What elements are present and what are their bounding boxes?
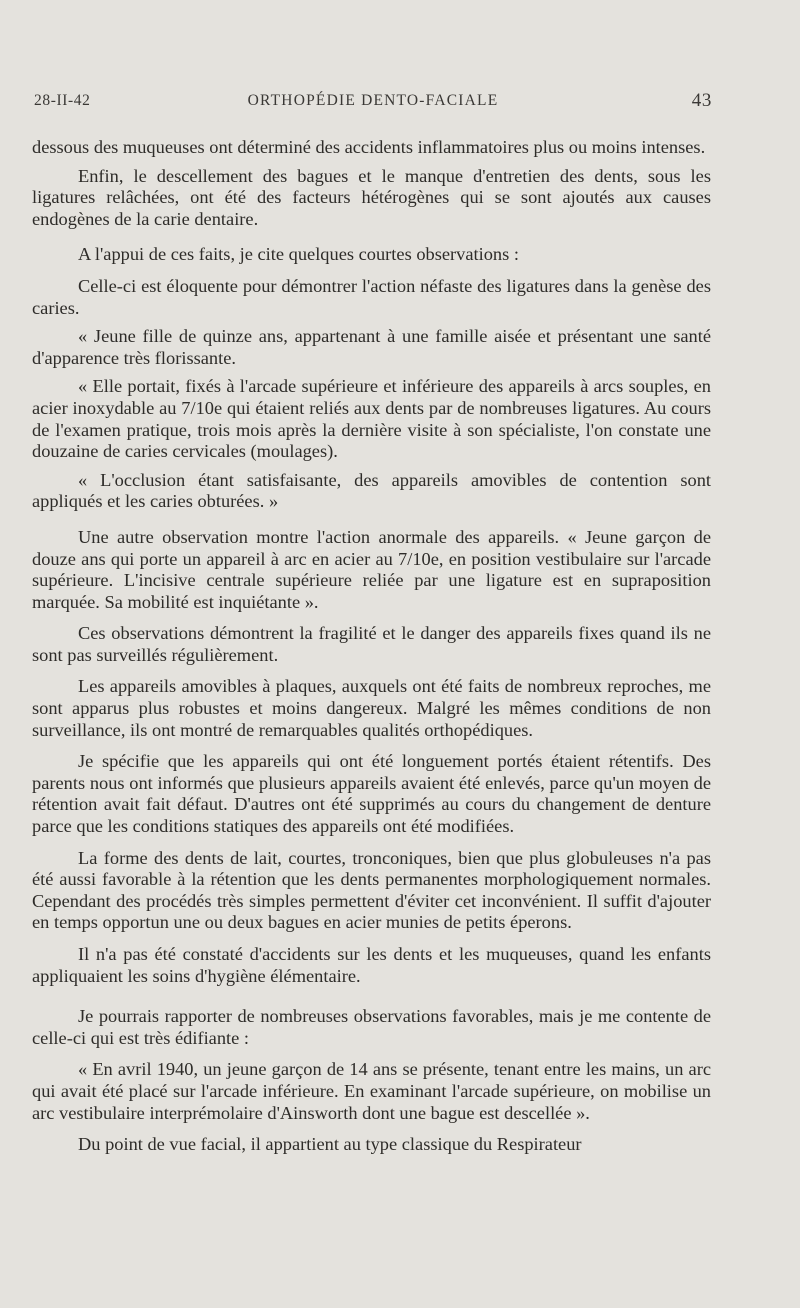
header-date: 28-II-42 (34, 92, 91, 109)
paragraph: « En avril 1940, un jeune garçon de 14 ans se présente, tenant entre les mains, un arc qui avait été placé sur l'arcade inférieure. En examinant l'arcade supérieure, on mobilise un arc vestibulaire interprémolaire d'Ainsworth dont une bague est descellée ». (32, 1059, 711, 1123)
running-title: ORTHOPÉDIE DENTO-FACIALE (247, 92, 499, 109)
paragraph: Celle-ci est éloquente pour démontrer l'action néfaste des ligatures dans la genèse des caries. (32, 275, 711, 318)
body-text (32, 137, 711, 1156)
paragraph: Une autre observation montre l'action anormale des appareils. « Jeune garçon de douze ans qui porte un appareil à arc en acier au 7/10e, en position vestibulaire sur l'arcade supérieure. L'incisive centrale supérieure reliée par une ligature est en supraposition marquée. Sa mobilité est inquiétante ». (32, 526, 711, 612)
paragraph: A l'appui de ces faits, je cite quelques courtes observations : (78, 244, 519, 265)
paragraph: Du point de vue facial, il appartient au type classique du Respirateur (78, 1134, 582, 1155)
paragraph: « L'occlusion étant satisfaisante, des appareils amovibles de contention sont appliqués et les caries obturées. » (32, 469, 711, 512)
page-number: 43 (691, 90, 712, 111)
paragraph: La forme des dents de lait, courtes, tronconiques, bien que plus globuleuses n'a pas été aussi favorable à la rétention que les dents permanentes morphologiquement normales. Cependant des procédés très simples permettent d'éviter cet inconvénient. Il suffit d'ajouter en temps opportun une ou deux bagues en acier munies de petits éperons. (32, 847, 711, 933)
paragraph: « Elle portait, fixés à l'arcade supérieure et inférieure des appareils à arcs souples, en acier inoxydable au 7/10e qui étaient reliés aux dents par de nombreuses ligatures. Au cours de l'examen pratique, trois mois après la dernière visite à son spécialiste, l'on constate une douzaine de caries cervicales (moulages). (32, 376, 711, 462)
page-header (34, 92, 712, 114)
paragraph: Les appareils amovibles à plaques, auxquels ont été faits de nombreux reproches, me sont apparus plus robustes et moins dangereux. Malgré les mêmes conditions de non surveillance, ils ont montré de remarquables qualités orthopédiques. (32, 676, 711, 740)
paragraph: « Jeune fille de quinze ans, appartenant à une famille aisée et présentant une santé d'apparence très florissante. (32, 326, 711, 368)
paragraph: Je spécifie que les appareils qui ont été longuement portés étaient rétentifs. Des parents nous ont informés que plusieurs appareils avaient été enlevés, parce qu'un moyen de rétention avait fait défaut. D'autres ont été supprimés au cours du changement de denture parce que les conditions statiques des appareils ont été modifiées. (32, 751, 711, 837)
paragraph: Enfin, le descellement des bagues et le manque d'entretien des dents, sous les ligatures relâchées, ont été des facteurs hétérogènes qui se sont ajoutés aux causes endogènes de la carie dentaire. (32, 165, 711, 229)
paragraph: dessous des muqueuses ont déterminé des accidents inflammatoires plus ou moins intenses. (32, 137, 706, 157)
paragraph: Ces observations démontrent la fragilité et le danger des appareils fixes quand ils ne sont pas surveillés régulièrement. (32, 623, 711, 665)
paragraph: Je pourrais rapporter de nombreuses observations favorables, mais je me contente de celle-ci qui est très édifiante : (32, 1006, 711, 1048)
paragraph: Il n'a pas été constaté d'accidents sur les dents et les muqueuses, quand les enfants appliquaient les soins d'hygiène élémentaire. (32, 944, 711, 986)
